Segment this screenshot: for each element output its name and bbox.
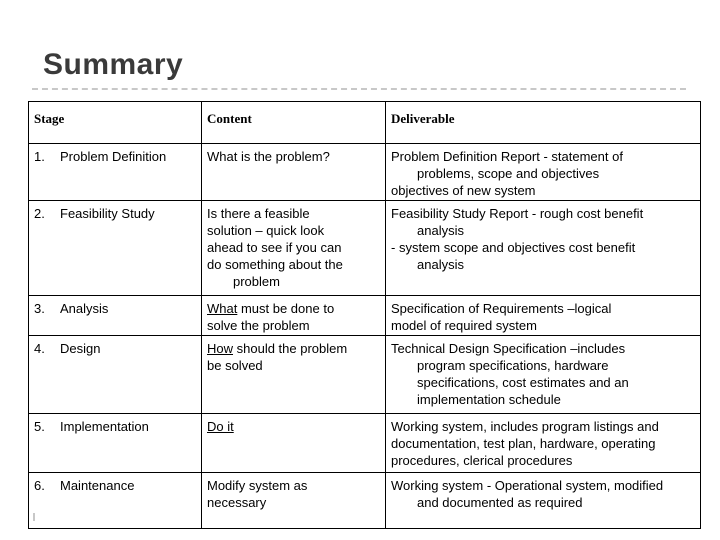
deliverable-line: and documented as required <box>417 495 583 510</box>
stage-name: Analysis <box>60 301 109 316</box>
table-row <box>29 201 701 296</box>
content-line: Is there a feasible <box>207 206 310 221</box>
content-line: problem <box>233 274 280 289</box>
stage-name: Feasibility Study <box>60 206 155 221</box>
content-text: should the problem <box>233 341 348 356</box>
deliverable-line: procedures, clerical procedures <box>391 453 573 468</box>
content-emphasis: How <box>207 341 234 356</box>
content-line: Modify system as <box>207 478 308 493</box>
deliverable-line: Working system, includes program listings and <box>391 419 659 434</box>
table-row <box>29 296 701 336</box>
header-row <box>29 102 701 144</box>
stage-name: Maintenance <box>60 478 135 493</box>
deliverable-line: program specifications, hardware <box>417 358 609 373</box>
deliverable-line: model of required system <box>391 318 537 333</box>
content-line <box>207 418 381 435</box>
deliverable-line: analysis <box>417 257 464 272</box>
stage-cell <box>29 414 202 473</box>
deliverable-line: implementation schedule <box>417 392 561 407</box>
deliverable-line: documentation, test plan, hardware, operating <box>391 436 656 451</box>
stage-number: 5. <box>34 419 45 434</box>
slide-title: Summary <box>43 48 184 81</box>
table-row <box>29 473 701 529</box>
stage-name: Problem Definition <box>60 149 167 164</box>
content-line: be solved <box>207 358 263 373</box>
header-stage: Stage <box>29 102 202 144</box>
summary-table <box>28 101 701 529</box>
stage-number: 1. <box>34 149 45 164</box>
deliverable-line: analysis <box>417 223 464 238</box>
header-deliverable: Deliverable <box>386 102 701 144</box>
header-content: Content <box>202 102 386 144</box>
content-cell <box>202 201 386 296</box>
content-line: What is the problem? <box>207 149 330 164</box>
title-divider <box>32 88 686 90</box>
deliverable-cell <box>386 473 701 529</box>
deliverable-cell <box>386 201 701 296</box>
deliverable-line: Specification of Requirements –logical <box>391 301 612 316</box>
deliverable-line: specifications, cost estimates and an <box>417 375 629 390</box>
deliverable-line: Problem Definition Report - statement of <box>391 149 623 164</box>
stage-cell <box>29 336 202 414</box>
content-line: solution – quick look <box>207 223 325 238</box>
stage-number: 3. <box>34 301 45 316</box>
deliverable-line: - system scope and objectives cost benefit <box>391 240 636 255</box>
stage-number: 2. <box>34 206 45 221</box>
content-cell <box>202 296 386 336</box>
content-text: must be done to <box>237 301 335 316</box>
deliverable-line: objectives of new system <box>391 183 536 198</box>
stage-name: Design <box>60 341 101 356</box>
content-line <box>207 300 381 317</box>
content-cell <box>202 414 386 473</box>
content-line: solve the problem <box>207 318 310 333</box>
table-row <box>29 336 701 414</box>
content-line: necessary <box>207 495 267 510</box>
stage-cell <box>29 201 202 296</box>
deliverable-line: Working system - Operational system, modified <box>391 478 664 493</box>
stage-cell <box>29 144 202 201</box>
deliverable-cell <box>386 336 701 414</box>
content-emphasis: Do it <box>207 419 234 434</box>
deliverable-line: Technical Design Specification –includes <box>391 341 626 356</box>
content-line <box>207 340 381 357</box>
content-cell <box>202 336 386 414</box>
content-line: ahead to see if you can <box>207 240 342 255</box>
stage-cell <box>29 473 202 529</box>
deliverable-cell <box>386 296 701 336</box>
content-emphasis: What <box>207 301 238 316</box>
deliverable-line: problems, scope and objectives <box>417 166 600 181</box>
table-row <box>29 414 701 473</box>
deliverable-cell <box>386 144 701 201</box>
page-marker <box>33 513 35 521</box>
stage-number: 4. <box>34 341 45 356</box>
stage-number: 6. <box>34 478 45 493</box>
content-cell <box>202 473 386 529</box>
content-cell <box>202 144 386 201</box>
deliverable-cell <box>386 414 701 473</box>
content-line: do something about the <box>207 257 343 272</box>
table-row <box>29 144 701 201</box>
stage-cell <box>29 296 202 336</box>
deliverable-line: Feasibility Study Report - rough cost benefit <box>391 206 644 221</box>
stage-name: Implementation <box>60 419 149 434</box>
